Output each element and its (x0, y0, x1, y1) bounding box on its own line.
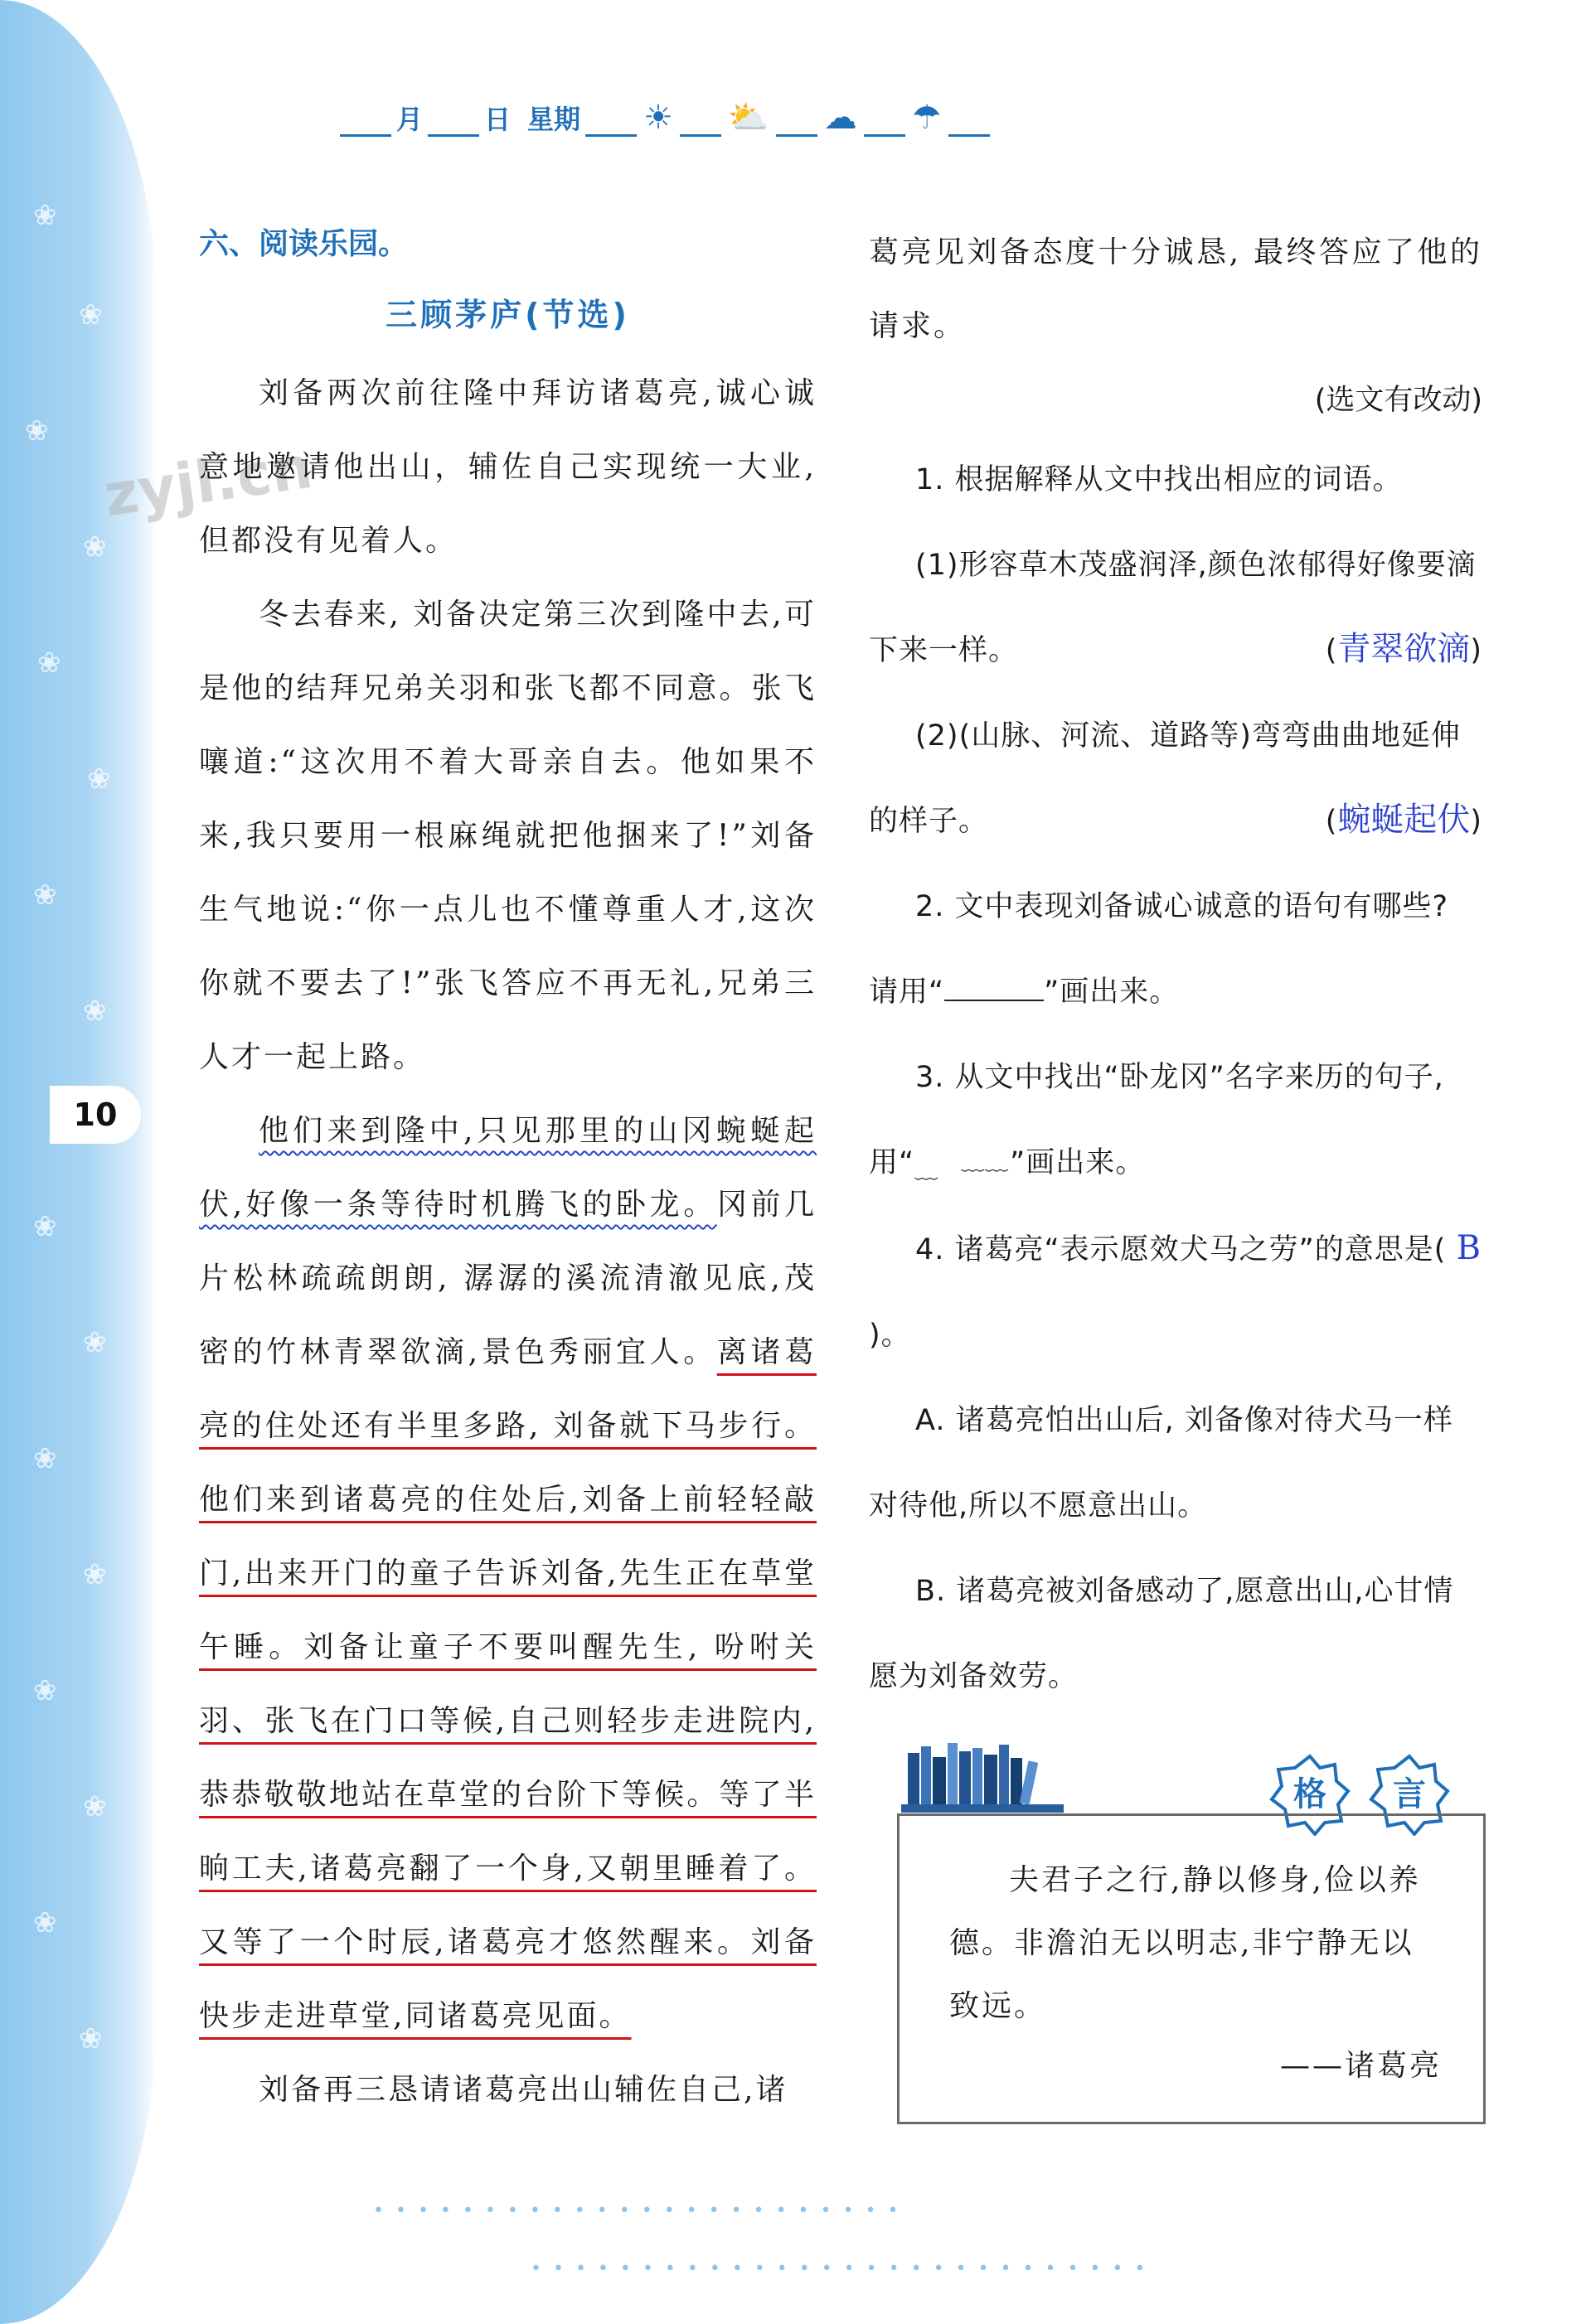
answer-1-2[interactable]: 蜿蜒起伏 (1337, 801, 1471, 839)
option-b[interactable]: B. 诸葛亮被刘备感动了,愿意出山,心甘情愿为刘备效劳。 (869, 1575, 1454, 1693)
scenery-sentence: 冈前几片松林疏疏朗朗, 潺潺的溪流清澈见底,茂密的竹林青翠欲滴,景色秀丽宜人。 (199, 1188, 817, 1369)
date-weather-header (340, 87, 1086, 137)
section-title: 六、阅读乐园。 (199, 227, 409, 261)
source-note: (选文有改动) (1314, 384, 1482, 417)
reading-passage-column (199, 215, 817, 2127)
answer-paren-open: ( (1325, 634, 1338, 667)
straight-line-sample (944, 991, 1044, 1001)
question-3-text: 3. 从文中找出“卧龙冈”名字来历的句子,用“ (869, 1061, 1444, 1179)
bookshelf-icon (900, 1736, 1065, 1815)
paragraph-4: 刘备再三恳请诸葛亮出山辅佐自己,诸 (259, 2073, 788, 2107)
question-1-2-text: (2)(山脉、河流、道路等)弯弯曲曲地延伸的样子。 (869, 719, 1461, 838)
question-4-tail: )。 (869, 1319, 911, 1352)
question-2-text: 2. 文中表现刘备诚心诚意的语句有哪些? 请用“ (869, 890, 1449, 1009)
wavy-underlined-sentence: 他们来到隆中,只见那里的山冈蜿蜒起伏,好像一条等待时机腾飞的卧龙。 (199, 1114, 817, 1222)
question-4 (869, 1206, 1482, 1378)
cloudy-icon[interactable]: ☁ (823, 99, 857, 137)
question-3-tail: ”画出来。 (1010, 1146, 1146, 1179)
paw-icon: ❀ (37, 646, 61, 680)
paragraph-4-continued: 葛亮见刘备态度十分诚恳, 最终答应了他的请求。 (869, 235, 1482, 343)
motto-author: ——诸葛亮 (1279, 2049, 1442, 2083)
day-label: 日 (484, 104, 512, 135)
partly-sunny-icon[interactable]: ⛅ (727, 99, 769, 137)
paw-icon: ❀ (33, 1906, 57, 1939)
answer-1-1[interactable]: 青翠欲滴 (1337, 630, 1471, 668)
month-label: 月 (396, 104, 424, 135)
red-underlined-sentences: 离诸葛亮的住处还有半里多路, 刘备就下马步行。他们来到诸葛亮的住处后,刘备上前轻轻敲门,出来开门的童子告诉刘备,先生正在草堂午睡。刘备让童子不要叫醒先生, 吩咐关羽、张飞在门口等候,自己则轻步走进院内,恭恭敬敬地站在草堂的台阶下等候。等了半晌工夫,诸葛亮翻了一个身,又朝里睡着了。又等了一个时辰,诸葛亮才悠然醒来。刘备快步走进草堂,同诸葛亮见面。 (199, 1335, 817, 2033)
sunny-icon[interactable]: ☀ (643, 99, 673, 137)
wavy-line-sample: ﹏﹏﹏ (914, 1148, 1010, 1184)
paw-icon: ❀ (83, 995, 107, 1028)
motto-box (897, 1813, 1486, 2124)
paragraph-3 (199, 1094, 817, 2053)
watermark: zyjl.cn (99, 433, 317, 530)
paw-icon: ❀ (33, 199, 57, 232)
paw-icon: ❀ (79, 2022, 103, 2055)
question-1: 1. 根据解释从文中找出相应的词语。 (915, 463, 1403, 496)
question-2 (869, 864, 1482, 1035)
paw-icon: ❀ (33, 1674, 57, 1707)
question-1-1-text: (1)形容草木茂盛润泽,颜色浓郁得好像要滴下来一样。 (869, 549, 1477, 667)
paw-icon: ❀ (83, 1326, 107, 1359)
option-a[interactable]: A. 诸葛亮怕出山后, 刘备像对待犬马一样对待他,所以不愿意出山。 (869, 1404, 1453, 1523)
story-title: 三顾茅庐(节选) (386, 297, 630, 333)
decorative-dots: •••••••••••••••••••••••• (373, 2201, 910, 2221)
day-blank[interactable] (428, 106, 479, 137)
motto-tag-1: 格 (1293, 1775, 1326, 1813)
paw-icon: ❀ (25, 414, 49, 448)
questions-column (869, 215, 1482, 1720)
question-3 (869, 1035, 1482, 1206)
question-4-text: 4. 诸葛亮“表示愿效犬马之劳”的意思是( (915, 1233, 1447, 1266)
paw-icon: ❀ (83, 1790, 107, 1823)
paw-icon: ❀ (33, 879, 57, 912)
month-blank[interactable] (340, 106, 391, 137)
weather-blank[interactable] (948, 106, 990, 137)
weather-blank[interactable] (864, 106, 905, 137)
weekday-label: 星期 (527, 104, 581, 135)
weather-blank[interactable] (776, 106, 817, 137)
paw-icon: ❀ (33, 1210, 57, 1243)
answer-paren-close: ) (1470, 634, 1482, 667)
rainy-icon[interactable]: ☂ (911, 99, 942, 137)
left-decorative-band (0, 0, 158, 2324)
decorative-dots: •••••••••••••••••••••••••••• (531, 2259, 1157, 2279)
paw-icon: ❀ (87, 763, 111, 796)
paragraph-1: 刘备两次前往隆中拜访诸葛亮,诚心诚意地邀请他出山，辅佐自己实现统一大业,但都没有见着人。 (199, 376, 817, 558)
weather-blank[interactable] (680, 106, 721, 137)
paragraph-2: 冬去春来, 刘备决定第三次到隆中去,可是他的结拜兄弟关羽和张飞都不同意。张飞嚷道:“这次用不着大哥亲自去。他如果不来,我只要用一根麻绳就把他捆来了!”刘备生气地说:“你一点儿也不懂尊重人才,这次你就不要去了!”张飞答应不再无礼,兄弟三人才一起上路。 (199, 598, 817, 1074)
motto-text: 夫君子之行,静以修身,俭以养德。非澹泊无以明志,非宁静无以致远。 (949, 1863, 1421, 2023)
page-number: 10 (50, 1086, 141, 1144)
answer-4[interactable]: B (1456, 1229, 1482, 1267)
paw-icon: ❀ (33, 1442, 57, 1475)
paw-icon: ❀ (83, 1558, 107, 1591)
answer-paren-open: ( (1325, 805, 1338, 838)
motto-tag-2: 言 (1393, 1775, 1426, 1813)
paw-icon: ❀ (79, 298, 103, 332)
paw-icon: ❀ (83, 530, 107, 564)
weekday-blank[interactable] (585, 106, 637, 137)
question-2-tail: ”画出来。 (1044, 976, 1180, 1009)
answer-paren-close: ) (1470, 805, 1482, 838)
